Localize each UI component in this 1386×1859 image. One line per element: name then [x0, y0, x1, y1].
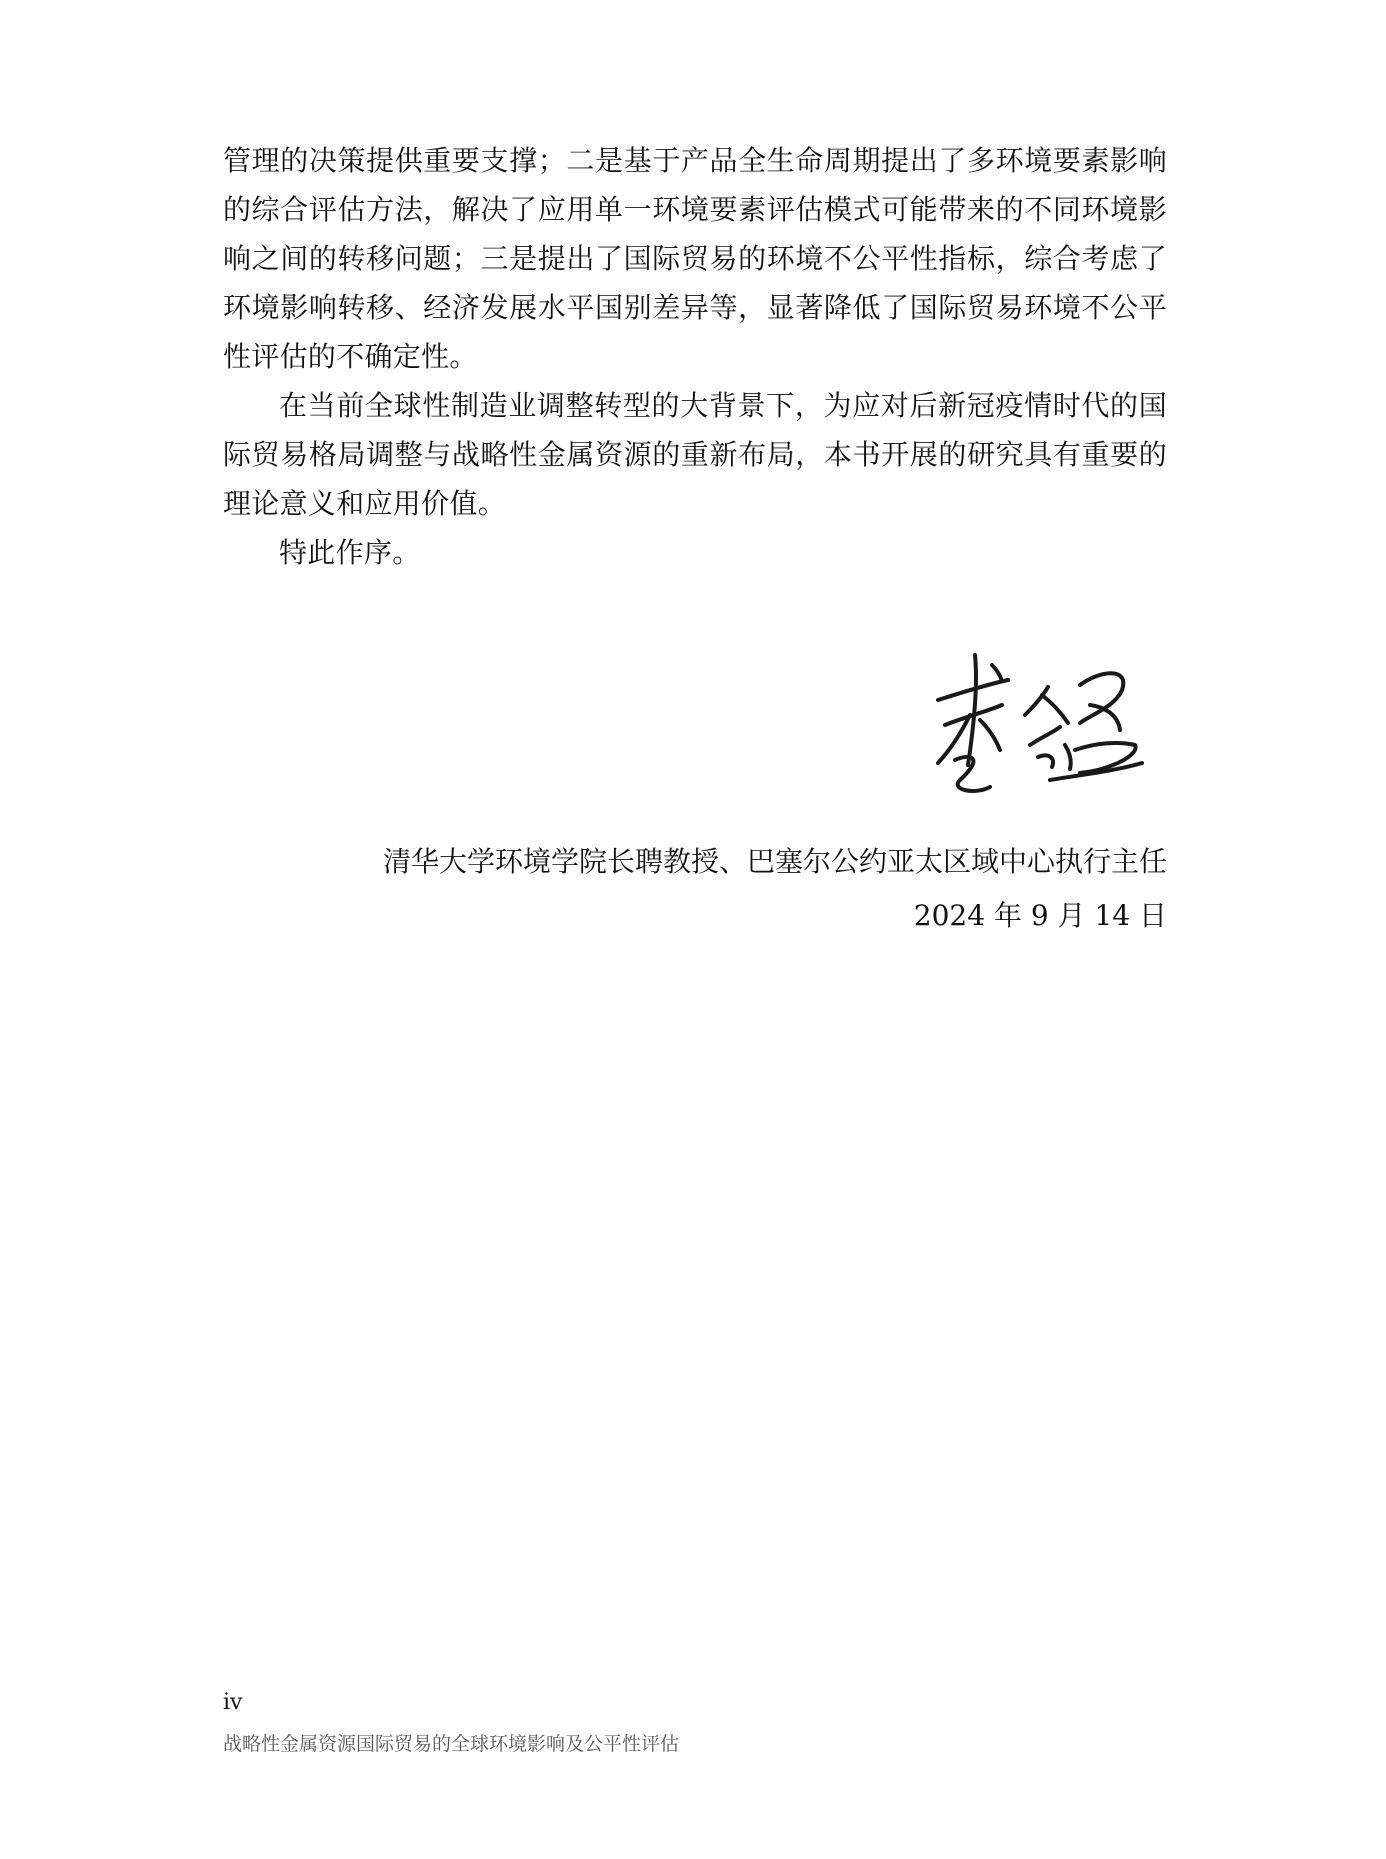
paragraph-significance: 在当前全球性制造业调整转型的大背景下，为应对后新冠疫情时代的国际贸易格局调整与战略性金属资源的重新布局，本书开展的研究具有重要的理论意义和应用价值。 — [223, 389, 1167, 520]
preface-body — [223, 136, 1167, 577]
paragraph-closing: 特此作序。 — [279, 536, 421, 569]
handwritten-signature — [930, 645, 1150, 815]
paragraph-continuation: 管理的决策提供重要支撑；二是基于产品全生命周期提出了多环境要素影响的综合评估方法，解决了应用单一环境要素评估模式可能带来的不同环境影响之间的转移问题；三是提出了国际贸易的环境不公平性指标，综合考虑了环境影响转移、经济发展水平国别差异等，显著降低了国际贸易环境不公平性评估的不确定性。 — [223, 144, 1167, 373]
running-title: 战略性金属资源国际贸易的全球环境影响及公平性评估 — [223, 1733, 680, 1755]
page-number: iv — [223, 1690, 243, 1715]
author-affiliation: 清华大学环境学院长聘教授、巴塞尔公约亚太区域中心执行主任 — [382, 845, 1167, 878]
signoff-date: 2024 年 9 月 14 日 — [913, 899, 1167, 932]
